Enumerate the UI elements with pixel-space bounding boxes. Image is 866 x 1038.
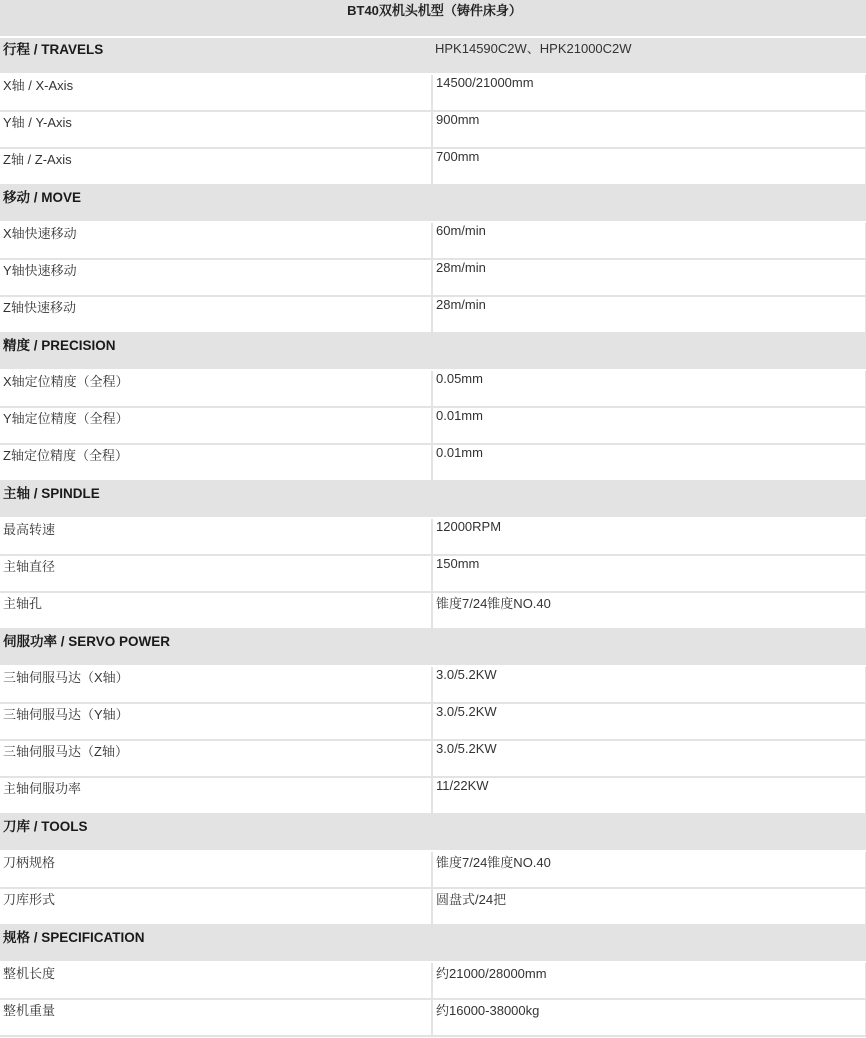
table-row [0, 555, 866, 592]
spec-label: 三轴伺服马达（X轴） [0, 666, 432, 703]
table-title-row [0, 0, 866, 37]
spec-label: Y轴定位精度（全程） [0, 407, 432, 444]
spec-label: 三轴伺服马达（Z轴） [0, 740, 432, 777]
spec-label: Z轴快速移动 [0, 296, 432, 333]
spec-label: 主轴直径 [0, 555, 432, 592]
table-row [0, 666, 866, 703]
spec-value: 28m/min [432, 296, 866, 333]
spec-value: 12000RPM [432, 518, 866, 555]
table-row [0, 518, 866, 555]
spec-label: X轴快速移动 [0, 222, 432, 259]
section-value [432, 185, 866, 222]
table-row [0, 74, 866, 111]
section-title: 行程 / TRAVELS [0, 37, 432, 74]
section-title: 精度 / PRECISION [0, 333, 432, 370]
spec-value: 14500/21000mm [432, 74, 866, 111]
spec-value: 700mm [432, 148, 866, 185]
section-title: 伺服功率 / SERVO POWER [0, 629, 432, 666]
table-row [0, 851, 866, 888]
spec-value: 3.0/5.2KW [432, 666, 866, 703]
section-title: 移动 / MOVE [0, 185, 432, 222]
section-header-row [0, 185, 866, 222]
table-row [0, 148, 866, 185]
spec-value: 60m/min [432, 222, 866, 259]
table-row [0, 777, 866, 814]
spec-value: 3.0/5.2KW [432, 740, 866, 777]
spec-value: 0.05mm [432, 370, 866, 407]
spec-value: 3.0/5.2KW [432, 703, 866, 740]
spec-value: 900mm [432, 111, 866, 148]
table-row [0, 703, 866, 740]
table-row [0, 962, 866, 999]
spec-label: 主轴孔 [0, 592, 432, 629]
spec-label: X轴定位精度（全程） [0, 370, 432, 407]
spec-label: 整机重量 [0, 999, 432, 1036]
spec-label: 刀柄规格 [0, 851, 432, 888]
section-value [432, 629, 866, 666]
spec-value: 0.01mm [432, 444, 866, 481]
table-title: BT40双机头机型（铸件床身） [0, 0, 866, 37]
spec-label: Z轴 / Z-Axis [0, 148, 432, 185]
table-row [0, 999, 866, 1036]
table-row [0, 222, 866, 259]
spec-value: 圆盘式/24把 [432, 888, 866, 925]
section-title: 刀库 / TOOLS [0, 814, 432, 851]
spec-value: 约16000-38000kg [432, 999, 866, 1036]
spec-label: 整机长度 [0, 962, 432, 999]
table-row [0, 111, 866, 148]
table-row [0, 444, 866, 481]
section-header-row [0, 481, 866, 518]
section-value [432, 333, 866, 370]
spec-label: Y轴快速移动 [0, 259, 432, 296]
section-value [432, 925, 866, 962]
table-row [0, 259, 866, 296]
spec-label: X轴 / X-Axis [0, 74, 432, 111]
spec-label: 主轴伺服功率 [0, 777, 432, 814]
table-row [0, 407, 866, 444]
section-header-row [0, 925, 866, 962]
section-value [432, 481, 866, 518]
spec-value: 约21000/28000mm [432, 962, 866, 999]
spec-value: 28m/min [432, 259, 866, 296]
spec-label: 最高转速 [0, 518, 432, 555]
table-row [0, 592, 866, 629]
spec-value: 锥度7/24锥度NO.40 [432, 851, 866, 888]
table-row [0, 296, 866, 333]
spec-value: 150mm [432, 555, 866, 592]
section-title: 规格 / SPECIFICATION [0, 925, 432, 962]
section-value [432, 814, 866, 851]
spec-value: 11/22KW [432, 777, 866, 814]
section-header-row [0, 37, 866, 74]
section-header-row [0, 814, 866, 851]
section-value: HPK14590C2W、HPK21000C2W [432, 37, 866, 74]
section-header-row [0, 333, 866, 370]
section-title: 主轴 / SPINDLE [0, 481, 432, 518]
spec-label: Y轴 / Y-Axis [0, 111, 432, 148]
table-row [0, 888, 866, 925]
table-row [0, 740, 866, 777]
spec-label: 三轴伺服马达（Y轴） [0, 703, 432, 740]
section-header-row [0, 629, 866, 666]
spec-label: Z轴定位精度（全程） [0, 444, 432, 481]
spec-value: 0.01mm [432, 407, 866, 444]
spec-label: 刀库形式 [0, 888, 432, 925]
spec-value: 锥度7/24锥度NO.40 [432, 592, 866, 629]
table-row [0, 370, 866, 407]
